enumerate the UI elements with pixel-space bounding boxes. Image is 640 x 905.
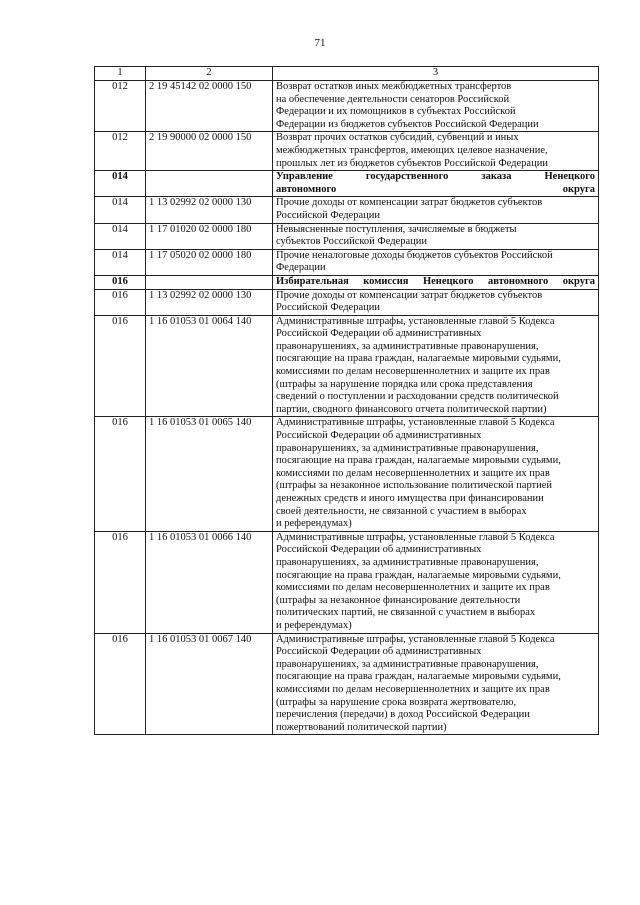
- table-body: [95, 81, 599, 735]
- revenue-name-line: автономного округа: [276, 183, 595, 195]
- revenue-name-line: Российской Федерации об административных: [276, 646, 482, 658]
- revenue-name-cell: [273, 249, 599, 275]
- budget-classification-code-cell: 1 16 01053 01 0066 140: [146, 531, 273, 633]
- budget-classification-code-cell: 1 13 02992 02 0000 130: [146, 289, 273, 315]
- revenue-name-line: Федерации: [276, 262, 326, 274]
- budget-classification-code-cell: [146, 275, 273, 289]
- revenue-name-line: и референдумах): [276, 518, 352, 530]
- admin-code-cell: 014: [95, 171, 146, 197]
- section-header-row: [95, 275, 599, 289]
- revenue-name-line: на обеспечение деятельности сенаторов Российской: [276, 93, 510, 105]
- revenue-name-cell: [273, 315, 599, 417]
- revenue-name-line: Возврат остатков иных межбюджетных трансфертов: [276, 81, 512, 92]
- table-row: [95, 81, 599, 132]
- revenue-name-line: посягающие на права граждан, налагаемые мировыми судьями,: [276, 671, 561, 683]
- revenue-name-line: Российской Федерации об административных: [276, 328, 482, 340]
- revenue-name-line: (штрафы за нарушение срока возврата жертвователю,: [276, 696, 517, 708]
- budget-classification-code-cell: 1 17 05020 02 0000 180: [146, 249, 273, 275]
- revenue-name-line: комиссиями по делам несовершеннолетних и защите их прав: [276, 582, 550, 594]
- revenue-name-line: Невыясненные поступления, зачисляемые в бюджеты: [276, 223, 517, 235]
- revenue-name-cell: [273, 171, 599, 197]
- revenue-name-line: и референдумах): [276, 619, 352, 631]
- revenue-name-line: комиссиями по делам несовершеннолетних и защите их прав: [276, 467, 550, 479]
- table-row: [95, 417, 599, 531]
- revenue-name-line: Возврат прочих остатков субсидий, субвенций и иных: [276, 132, 519, 144]
- revenue-name-line: посягающие на права граждан, налагаемые мировыми судьями,: [276, 455, 561, 467]
- revenue-name-cell: [273, 289, 599, 315]
- revenue-name-line: партии, сводного финансового отчета политической партии): [276, 403, 547, 415]
- revenue-name-line: Прочие доходы от компенсации затрат бюджетов субъектов: [276, 197, 543, 209]
- table-row: [95, 132, 599, 171]
- revenue-name-line: Управление государственного заказа Ненецкого: [276, 171, 595, 183]
- revenue-name-cell: [273, 275, 599, 289]
- table-row: [95, 289, 599, 315]
- revenue-name-line: политических партий, не связанной с участием в выборах: [276, 607, 536, 619]
- admin-code-cell: 012: [95, 132, 146, 171]
- revenue-name-line: правонарушениях, за административные правонарушения,: [276, 442, 539, 454]
- revenue-name-cell: [273, 132, 599, 171]
- revenue-name-line: комиссиями по делам несовершеннолетних и защите их прав: [276, 366, 550, 378]
- budget-classification-code-cell: [146, 171, 273, 197]
- admin-code-cell: 014: [95, 249, 146, 275]
- revenue-name-cell: [273, 633, 599, 735]
- revenue-name-line: Российской Федерации об административных: [276, 430, 482, 442]
- budget-classification-code-cell: 1 17 01020 02 0000 180: [146, 223, 273, 249]
- admin-code-cell: 016: [95, 531, 146, 633]
- budget-classification-code-cell: 2 19 90000 02 0000 150: [146, 132, 273, 171]
- revenue-name-line: Прочие неналоговые доходы бюджетов субъектов Российской: [276, 249, 553, 261]
- revenue-name-cell: [273, 223, 599, 249]
- revenue-name-line: комиссиями по делам несовершеннолетних и защите их прав: [276, 683, 550, 695]
- revenue-name-cell: [273, 197, 599, 223]
- column-header-3: 3: [273, 67, 599, 81]
- revenue-name-line: Административные штрафы, установленные главой 5 Кодекса: [276, 417, 555, 429]
- revenue-name-line: правонарушениях, за административные правонарушения,: [276, 340, 539, 352]
- revenue-name-line: Российской Федерации: [276, 302, 380, 314]
- page-number: 71: [314, 37, 326, 49]
- admin-code-cell: 016: [95, 289, 146, 315]
- budget-classification-code-cell: 1 13 02992 02 0000 130: [146, 197, 273, 223]
- revenue-name-line: Административные штрафы, установленные главой 5 Кодекса: [276, 315, 555, 327]
- table-header-row: [95, 67, 599, 81]
- column-header-2: 2: [146, 67, 273, 81]
- revenue-name-line: Административные штрафы, установленные главой 5 Кодекса: [276, 633, 555, 645]
- table-row: [95, 197, 599, 223]
- revenue-name-line: (штрафы за нарушение порядка или срока представления: [276, 378, 533, 390]
- revenue-name-line: (штрафы за незаконное финансирование деятельности: [276, 594, 521, 606]
- revenue-name-line: Российской Федерации об административных: [276, 544, 482, 556]
- admin-code-cell: 016: [95, 633, 146, 735]
- revenue-name-line: перечисления (передачи) в доход Российской Федерации: [276, 709, 530, 721]
- budget-classification-code-cell: 1 16 01053 01 0065 140: [146, 417, 273, 531]
- column-header-1: 1: [95, 67, 146, 81]
- budget-classification-code-cell: 1 16 01053 01 0067 140: [146, 633, 273, 735]
- table-row: [95, 531, 599, 633]
- revenue-name-line: субъектов Российской Федерации: [276, 236, 428, 248]
- admin-code-cell: 016: [95, 315, 146, 417]
- admin-code-cell: 014: [95, 223, 146, 249]
- revenue-name-line: Федерации и их помощников в субъектах Российской: [276, 106, 516, 118]
- revenue-name-line: правонарушениях, за административные правонарушения,: [276, 556, 539, 568]
- admin-code-cell: 012: [95, 81, 146, 132]
- revenue-name-cell: [273, 531, 599, 633]
- table-row: [95, 633, 599, 735]
- revenue-name-line: прошлых лет из бюджетов субъектов Российской Федерации: [276, 157, 548, 169]
- admin-code-cell: 014: [95, 197, 146, 223]
- section-header-row: [95, 171, 599, 197]
- budget-classification-code-cell: 2 19 45142 02 0000 150: [146, 81, 273, 132]
- revenue-name-line: пожертвований политической партии): [276, 721, 447, 733]
- revenue-name-line: правонарушениях, за административные правонарушения,: [276, 658, 539, 670]
- revenue-name-line: Федерации из бюджетов субъектов Российской Федерации: [276, 118, 539, 130]
- revenue-name-line: посягающие на права граждан, налагаемые мировыми судьями,: [276, 569, 561, 581]
- revenue-name-line: Административные штрафы, установленные главой 5 Кодекса: [276, 531, 555, 543]
- admin-code-cell: 016: [95, 275, 146, 289]
- revenue-name-line: сведений о поступлении и расходовании средств политической: [276, 391, 559, 403]
- budget-classification-code-cell: 1 16 01053 01 0064 140: [146, 315, 273, 417]
- revenue-codes-table: [94, 66, 599, 735]
- revenue-name-line: Избирательная комиссия Ненецкого автономного округа: [276, 275, 595, 287]
- revenue-name-line: своей деятельности, не связанной с участием в выборах: [276, 505, 527, 517]
- table-row: [95, 249, 599, 275]
- table-row: [95, 315, 599, 417]
- revenue-name-line: межбюджетных трансфертов, имеющих целевое назначение,: [276, 144, 548, 156]
- revenue-name-line: посягающие на права граждан, налагаемые мировыми судьями,: [276, 353, 561, 365]
- revenue-name-cell: [273, 81, 599, 132]
- revenue-name-line: денежных средств и иного имущества при финансировании: [276, 493, 544, 504]
- revenue-name-cell: [273, 417, 599, 531]
- revenue-name-line: Российской Федерации: [276, 209, 380, 221]
- table-row: [95, 223, 599, 249]
- revenue-name-line: (штрафы за незаконное использование политической партией: [276, 480, 553, 492]
- revenue-name-line: Прочие доходы от компенсации затрат бюджетов субъектов: [276, 289, 543, 301]
- admin-code-cell: 016: [95, 417, 146, 531]
